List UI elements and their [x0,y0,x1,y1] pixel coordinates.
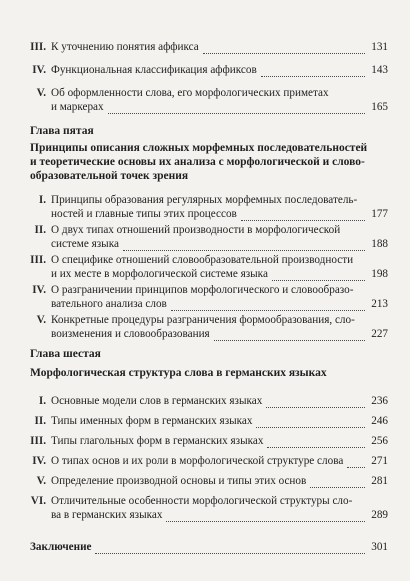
entry-text [51,494,388,522]
page-number: 271 [371,455,388,467]
entry-text [51,474,388,488]
page-number: 256 [371,435,388,447]
page-number: 227 [371,328,388,340]
entry-line [51,474,388,488]
leader-dots [266,398,365,408]
entry-line-text: Функциональная классификация аффиксов [51,64,257,76]
entry-line-text: Отличительные особенности морфологической структуры сло- [51,495,353,507]
entry-line-text: и маркерах [51,101,104,113]
entry-line-text: Основные модели слов в германских языках [51,395,263,407]
page-number: 301 [371,541,388,553]
entry-text [51,394,388,408]
entry-line-text: системе языка [51,238,119,250]
entry-number: IV. [32,284,46,296]
entry-line [51,327,388,341]
leader-dots [166,512,365,522]
entry-number: I. [38,194,46,206]
leader-dots [310,478,365,488]
entry-line [51,297,388,311]
entry-line [51,63,388,77]
entry-line [51,508,388,522]
entry-text [51,86,388,114]
entry-line-text: вательного анализа слов [51,298,167,310]
entry-line-text: Типы именных форм в германских языках [51,415,253,427]
chapter-title-line: образовательной точек зрения [30,170,189,182]
entry-number: II. [34,224,46,236]
entry-text [51,283,388,311]
page-number: 213 [371,298,388,310]
entry-line [51,434,388,448]
entry-line [51,100,388,114]
entry-number: II. [34,415,46,427]
entry-number: III. [30,41,46,53]
entry-text [51,414,388,428]
page-number: 143 [371,64,388,76]
entry-line-text: Типы глагольных форм в германских языках [51,435,264,447]
entry-line-text: ва в германских языках [51,509,163,521]
chapter-five-title [30,141,390,183]
entry-line [51,454,388,468]
leader-dots [214,331,365,341]
page-number: 188 [371,238,388,250]
entry-number: IV. [32,455,46,467]
chapter-five-label: Глава пятая [30,125,94,137]
entry-line [51,414,388,428]
page-number: 177 [371,208,388,220]
entry-line-text: Принципы образования регулярных морфемных последователь- [51,194,358,206]
entry-line [51,223,388,237]
entry-line [51,253,388,267]
entry-line-text: О двух типах отношений производности в морфологической [51,224,341,236]
leader-dots [171,301,365,311]
entry-number: VI. [30,495,46,507]
entry-line [51,494,388,508]
entry-line-text: Конкретные процедуры разграничения формообразования, сло- [51,314,355,326]
leader-dots [272,271,365,281]
entry-line-text: О разграничении принципов морфологического и словообразо- [51,284,354,296]
leader-dots [203,44,365,54]
entry-line-text: К уточнению понятия аффикса [51,41,199,53]
leader-dots [241,211,365,221]
entry-line [30,540,388,554]
entry-text [51,223,388,251]
conclusion-label: Заключение [30,541,92,553]
entry-line-text: О типах основ и их роли в морфологической структуре слова [51,455,344,467]
page-number: 198 [371,268,388,280]
chapter-title-line: Принципы описания сложных морфемных последовательностей [30,142,368,154]
leader-dots [261,67,365,77]
page-number: 131 [371,41,388,53]
entry-line-text: ностей и главные типы этих процессов [51,208,237,220]
entry-text [51,253,388,281]
leader-dots [123,241,365,251]
chapter-title-line: и теоретические основы их анализа с морфологической и слово- [30,156,365,168]
entry-line-text: Об оформленности слова, его морфологических приметах [51,87,329,99]
entry-line [51,237,388,251]
leader-dots [108,104,365,114]
leader-dots [95,544,365,554]
entry-number: I. [38,395,46,407]
page-number: 289 [371,509,388,521]
chapter-six-label: Глава шестая [30,348,101,360]
entry-text [51,40,388,54]
entry-line [51,207,388,221]
entry-text [51,434,388,448]
entry-number: V. [36,314,46,326]
leader-dots [347,458,365,468]
entry-line [51,267,388,281]
page-number: 281 [371,475,388,487]
entry-number: IV. [32,64,46,76]
entry-text [51,63,388,77]
leader-dots [267,438,365,448]
entry-line [51,283,388,297]
entry-line [51,86,388,100]
entry-line-text: Определение производной основы и типы этих основ [51,475,307,487]
entry-line [51,313,388,327]
entry-text [51,193,388,221]
entry-line-text: и их месте в морфологической системе языка [51,268,268,280]
page-number: 165 [371,101,388,113]
entry-line [51,394,388,408]
entry-text [51,454,388,468]
entry-line [51,193,388,207]
entry-text [51,313,388,341]
entry-number: V. [36,87,46,99]
page-number: 246 [371,415,388,427]
chapter-six-title: Морфологическая структура слова в германских языках [30,367,327,379]
entry-line-text: воизменения и словообразования [51,328,210,340]
entry-number: III. [30,435,46,447]
page-number: 236 [371,395,388,407]
entry-number: V. [36,475,46,487]
entry-line [51,40,388,54]
entry-number: III. [30,254,46,266]
entry-line-text: О специфике отношений словообразовательной производности [51,254,354,266]
leader-dots [256,418,365,428]
